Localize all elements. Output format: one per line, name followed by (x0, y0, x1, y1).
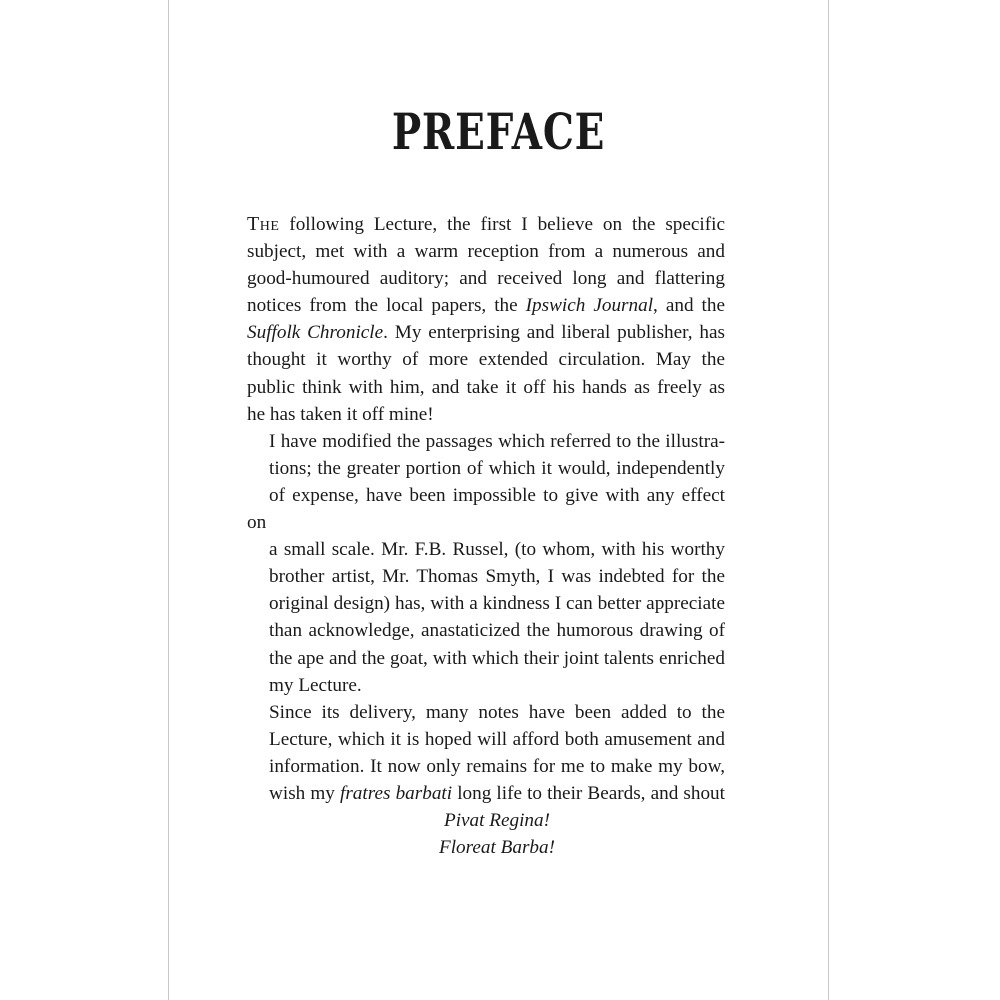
paragraph-1-line-5: Suffolk Chronicle. My enterprising and liberal publisher, has (247, 322, 725, 344)
closing-toast-1: Pivat Regina! (443, 810, 551, 832)
book-page (168, 0, 829, 1000)
paragraph-2-line-8: the ape and the goat, with which their joint talents enriched (269, 647, 725, 669)
closing-toast-2: Floreat Barba! (439, 837, 555, 859)
paragraph-2-line-4: a small scale. Mr. F.B. Russel, (to whom, with his worthy (269, 539, 725, 561)
fratres-barbati-phrase: fratres barbati (340, 782, 453, 804)
paragraph-1-line-4: notices from the local papers, the Ipswich Journal, and the (247, 295, 725, 317)
paragraph-1-line-2: subject, met with a warm reception from a numerous and (247, 241, 725, 263)
paragraph-3-line-2: Lecture, which it is hoped will afford both amusement and (269, 728, 725, 750)
paragraph-2-line-6: original design) has, with a kindness I can better appreciate (269, 593, 725, 615)
ipswich-journal-title: Ipswich Journal (525, 295, 654, 317)
paragraph-2-line-3: of expense, have been impossible to give with any effect on (247, 484, 725, 534)
paragraph-1 (247, 211, 725, 428)
suffolk-chronicle-title: Suffolk Chronicle (247, 322, 384, 344)
paragraph-1-line-8: he has taken it off mine! (247, 403, 434, 425)
paragraph-2-line-9: my Lecture. (269, 674, 362, 696)
paragraph-1-line-3: good-humoured auditory; and received long and flattering (247, 268, 725, 290)
paragraph-1-line-1: The following Lecture, the first I believe on the specific (247, 213, 725, 235)
paragraph-3-line-1: Since its delivery, many notes have been added to the (269, 701, 725, 723)
paragraph-2-line-5: brother artist, Mr. Thomas Smyth, I was indebted for the (269, 566, 725, 588)
preface-body (247, 211, 725, 861)
paragraph-2-line-7: than acknowledge, anastaticized the humorous drawing of (269, 620, 725, 642)
paragraph-2-line-2: tions; the greater portion of which it would, independently (269, 457, 725, 479)
paragraph-1-line-7: public think with him, and take it off his hands as freely as (247, 376, 725, 398)
paragraph-3-line-4: wish my fratres barbati long life to their Beards, and shout (269, 782, 725, 804)
paragraph-3-line-3: information. It now only remains for me to make my bow, (269, 755, 725, 777)
paragraph-3 (247, 699, 725, 807)
paragraph-2-line-1: I have modified the passages which referred to the illustra- (269, 430, 725, 452)
paragraph-1-line-6: thought it worthy of more extended circulation. May the (247, 349, 725, 371)
lead-word: The (247, 213, 280, 235)
paragraph-2 (247, 428, 725, 699)
page-title: PREFACE (391, 102, 606, 161)
